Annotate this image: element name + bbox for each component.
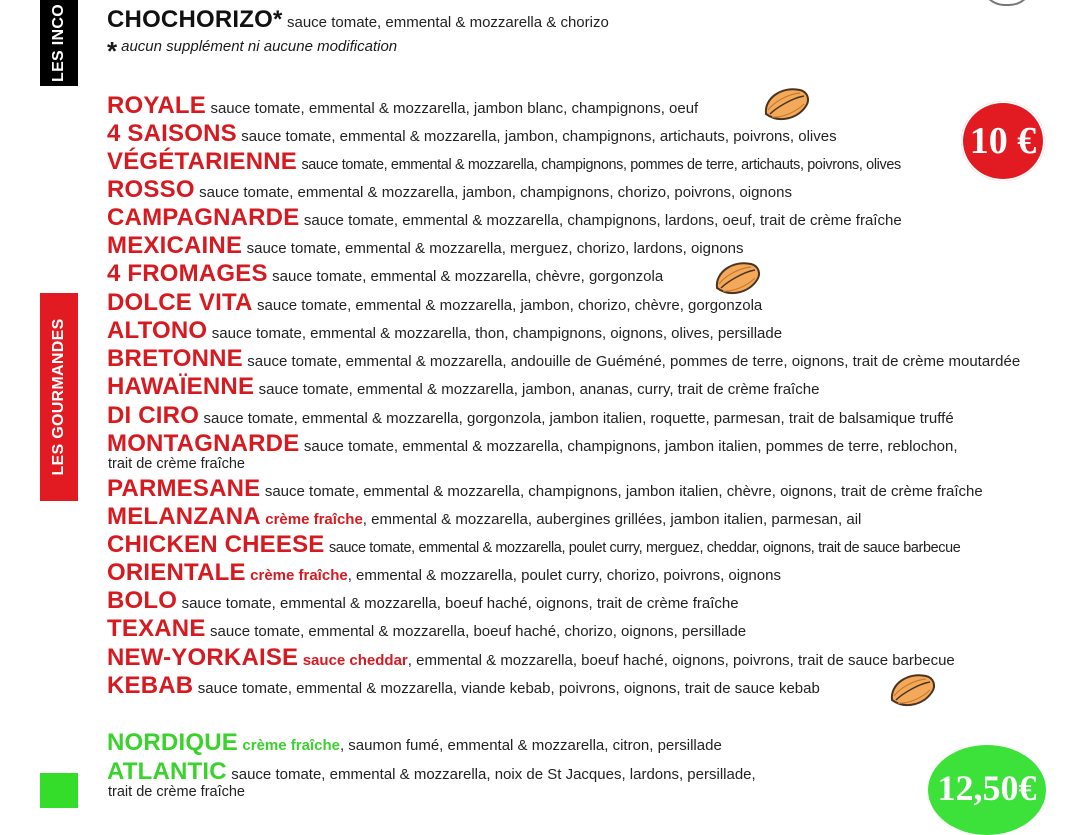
section-tab-green — [40, 773, 78, 808]
item-name: 4 FROMAGES — [107, 260, 268, 287]
menu-item — [107, 347, 1020, 371]
item-name: CAMPAGNARDE — [107, 204, 300, 231]
menu-item — [107, 262, 663, 286]
item-base: crème fraîche — [250, 567, 348, 584]
item-desc: sauce tomate, emmental & mozzarella, boeuf haché, chorizo, oignons, persillade — [210, 623, 747, 640]
item-name: TEXANE — [107, 615, 206, 642]
menu-item — [107, 533, 960, 557]
item-desc: sauce tomate, emmental & mozzarella, champignons, lardons, oeuf, trait de crème fraîche — [303, 212, 902, 229]
item-name: ALTONO — [107, 317, 208, 344]
item-desc: sauce tomate, emmental & mozzarella, jambon, champignons, artichauts, poivrons, olives — [241, 128, 837, 145]
calzone-icon — [888, 670, 938, 719]
item-name: NEW-YORKAISE — [107, 644, 299, 671]
item-desc: sauce tomate, emmental & mozzarella, gorgonzola, jambon italien, roquette, parmesan, trait de balsamique truffé — [203, 410, 954, 427]
menu-item — [107, 375, 819, 399]
item-desc: sauce tomate, emmental & mozzarella, jambon blanc, champignons, oeuf — [210, 100, 699, 117]
section-tab-gourmandes — [40, 293, 78, 501]
item-name: CHOCHORIZO* — [107, 6, 283, 33]
menu-note — [107, 36, 397, 67]
item-name: KEBAB — [107, 672, 194, 699]
item-name: HAWAÏENNE — [107, 373, 255, 400]
item-name: 4 SAISONS — [107, 120, 237, 147]
menu-item — [107, 206, 902, 230]
item-name: BRETONNE — [107, 345, 243, 372]
item-name: NORDIQUE — [107, 729, 238, 756]
section-label-top: LES INCO — [50, 4, 67, 82]
menu-item — [107, 477, 983, 501]
item-desc: , emmental & mozzarella, boeuf haché, oignons, poivrons, trait de sauce barbecue — [407, 652, 955, 669]
item-desc: sauce tomate, emmental & mozzarella, champignons, jambon italien, chèvre, oignons, trait de crème fraîche — [264, 483, 983, 500]
item-desc: sauce tomate, emmental & mozzarella, viande kebab, poivrons, oignons, trait de sauce kebab — [197, 680, 820, 697]
menu-item-chochorizo — [107, 8, 609, 32]
item-desc-continued: trait de crème fraîche — [108, 456, 245, 472]
item-name: VÉGÉTARIENNE — [107, 148, 297, 175]
menu-item — [107, 731, 722, 755]
item-name: MONTAGNARDE — [107, 430, 300, 457]
item-desc: sauce tomate, emmental & mozzarella, poulet curry, merguez, cheddar, oignons, trait de sauce barbecue — [328, 540, 961, 556]
item-desc: sauce tomate, emmental & mozzarella, jambon, chorizo, chèvre, gorgonzola — [257, 297, 763, 314]
item-base: crème fraîche — [242, 737, 340, 754]
item-name: ATLANTIC — [107, 758, 227, 785]
menu-item — [107, 646, 955, 670]
menu-item — [107, 432, 958, 456]
calzone-icon — [713, 258, 763, 307]
item-desc: sauce tomate, emmental & mozzarella, andouille de Guéméné, pommes de terre, oignons, trait de crème moutardée — [247, 353, 1021, 370]
item-desc: sauce tomate, emmental & mozzarella, champignons, jambon italien, pommes de terre, reblochon, — [303, 438, 958, 455]
menu-item — [107, 561, 781, 585]
menu-item — [107, 674, 820, 698]
item-name: PARMESANE — [107, 475, 261, 502]
note-text: aucun supplément ni aucune modification — [121, 38, 398, 55]
item-name: BOLO — [107, 587, 178, 614]
item-desc: sauce tomate, emmental & mozzarella, thon, champignons, oignons, olives, persillade — [211, 325, 783, 342]
item-desc: , saumon fumé, emmental & mozzarella, citron, persillade — [339, 737, 722, 754]
note-star: * — [107, 36, 118, 66]
item-base: crème fraîche — [265, 511, 363, 528]
price-badge-red: 10 € — [961, 101, 1045, 181]
calzone-icon — [762, 84, 812, 133]
item-desc: sauce tomate, emmental & mozzarella, boeuf haché, oignons, trait de crème fraîche — [181, 595, 739, 612]
section-tab-top — [40, 0, 78, 86]
item-desc: sauce tomate, emmental & mozzarella & chorizo — [287, 14, 609, 31]
item-name: ORIENTALE — [107, 559, 246, 586]
item-desc-continued: trait de crème fraîche — [108, 784, 245, 800]
item-desc: sauce tomate, emmental & mozzarella, jambon, ananas, curry, trait de crème fraîche — [258, 381, 820, 398]
item-name: CHICKEN CHEESE — [107, 531, 325, 558]
item-name: DOLCE VITA — [107, 289, 253, 316]
item-name: ROSSO — [107, 176, 195, 203]
item-desc: sauce tomate, emmental & mozzarella, jambon, champignons, chorizo, poivrons, oignons — [199, 184, 792, 201]
item-name: ROYALE — [107, 92, 207, 119]
menu-item — [107, 505, 861, 529]
item-name: MELANZANA — [107, 503, 261, 530]
menu-item — [107, 122, 837, 146]
section-label-gourmandes: LES GOURMANDES — [50, 318, 67, 476]
menu-item — [107, 291, 762, 315]
item-desc: sauce tomate, emmental & mozzarella, noix de St Jacques, lardons, persillade, — [231, 766, 756, 783]
menu-item — [107, 589, 739, 613]
item-name: MEXICAINE — [107, 232, 243, 259]
item-desc: , emmental & mozzarella, aubergines grillées, jambon italien, parmesan, ail — [362, 511, 862, 528]
item-base: sauce cheddar — [302, 652, 408, 669]
menu-item — [107, 760, 756, 784]
top-price-circle — [980, 0, 1034, 6]
menu-item — [107, 234, 744, 258]
menu-item — [107, 150, 901, 174]
menu-item — [107, 94, 698, 118]
item-desc: , emmental & mozzarella, poulet curry, chorizo, poivrons, oignons — [347, 567, 781, 584]
price-badge-green: 12,50€ — [928, 745, 1046, 835]
menu-item — [107, 617, 746, 641]
item-desc: sauce tomate, emmental & mozzarella, champignons, pommes de terre, artichauts, poivrons, olives — [301, 157, 901, 173]
item-name: DI CIRO — [107, 402, 200, 429]
menu-item — [107, 178, 792, 202]
menu-item — [107, 404, 954, 428]
menu-item — [107, 319, 782, 343]
item-desc: sauce tomate, emmental & mozzarella, merguez, chorizo, lardons, oignons — [246, 240, 744, 257]
item-desc: sauce tomate, emmental & mozzarella, chèvre, gorgonzola — [272, 268, 664, 285]
